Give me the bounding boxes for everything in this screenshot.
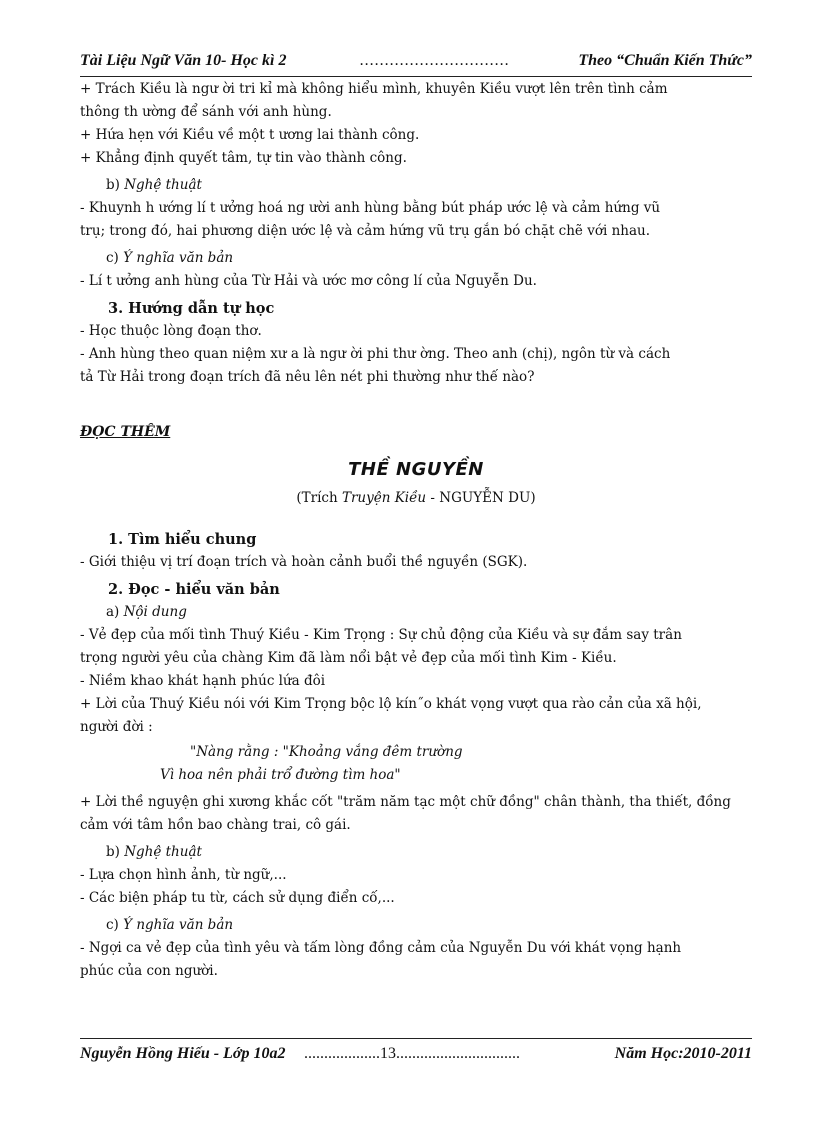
text-line: - Vẻ đẹp của mối tình Thuý Kiều - Kim Trọng : Sự chủ động của Kiều và sự đắm say trân	[80, 627, 682, 643]
text-line: - Lí t ưởng anh hùng của Từ Hải và ước mơ công lí của Nguyễn Du.	[80, 273, 537, 289]
page-title: THỀ NGUYỀN	[348, 459, 484, 480]
text-line: - Các biện pháp tu từ, cách sử dụng điển cố,...	[80, 890, 395, 906]
text-line: - Lựa chọn hình ảnh, từ ngữ,...	[80, 867, 287, 883]
text-line: trụ; trong đó, hai phương diện ước lệ và cảm hứng vũ trụ gắn bó chặt chẽ với nhau.	[80, 223, 650, 239]
page-number: ...................13...............................	[304, 1045, 520, 1062]
text-line: + Khẳng định quyết tâm, tự tin vào thành công.	[80, 150, 407, 166]
text-line: + Trách Kiều là ngư ời tri kỉ mà không hiểu mình, khuyên Kiều vượt lên trên tình cảm	[80, 81, 668, 97]
text-line: + Hứa hẹn với Kiều về một t ương lai thành công.	[80, 127, 420, 143]
header-title: Tài Liệu Ngữ Văn 10- Học kì 2	[80, 52, 287, 69]
section-heading: 1. Tìm hiểu chung	[108, 531, 257, 548]
text-line: - Khuynh h ướng lí t ưởng hoá ng ười anh hùng bằng bút pháp ước lệ và cảm hứng vũ	[80, 200, 661, 216]
text-line: - Niềm khao khát hạnh phúc lứa đôi	[80, 673, 326, 689]
text-line: + Lời thề nguyện ghi xương khắc cốt "trăm năm tạc một chữ đồng" chân thành, tha thiết, đồng	[80, 794, 731, 810]
footer-author: Nguyễn Hồng Hiếu - Lớp 10a2	[80, 1045, 286, 1062]
subsection-label: c) Ý nghĩa văn bản	[106, 250, 234, 266]
text-line: - Giới thiệu vị trí đoạn trích và hoàn cảnh buổi thề nguyền (SGK).	[80, 554, 528, 570]
page-header	[80, 50, 752, 77]
text-line: - Anh hùng theo quan niệm xư a là ngư ời phi thư ờng. Theo anh (chị), ngôn từ và cách	[80, 346, 671, 362]
header-source: Theo “Chuẩn Kiến Thức”	[578, 52, 752, 69]
subsection-label: c) Ý nghĩa văn bản	[106, 917, 234, 933]
text-line: - Ngợi ca vẻ đẹp của tình yêu và tấm lòng đồng cảm của Nguyễn Du với khát vọng hạnh	[80, 940, 682, 956]
text-line: thông th ường để sánh với anh hùng.	[80, 104, 332, 120]
footer-school-year: Năm Học:2010-2011	[614, 1045, 752, 1062]
subsection-label: a) Nội dung	[106, 604, 187, 620]
poem-quote-line: "Nàng rằng : "Khoảng vắng đêm trường	[190, 744, 463, 760]
page-subtitle: (Trích Truyện Kiều - NGUYỄN DU)	[296, 490, 536, 506]
header-dots: ..............................	[360, 52, 510, 69]
text-line: tả Từ Hải trong đoạn trích đã nêu lên nét phi thường như thế nào?	[80, 369, 535, 385]
page-footer	[80, 1038, 752, 1069]
text-line: cảm với tâm hồn bao chàng trai, cô gái.	[80, 817, 351, 833]
subsection-label: b) Nghệ thuật	[106, 844, 202, 860]
section-heading: 3. Hướng dẫn tự học	[108, 300, 275, 317]
text-line: - Học thuộc lòng đoạn thơ.	[80, 323, 262, 339]
subsection-label: b) Nghệ thuật	[106, 177, 202, 193]
text-line: phúc của con người.	[80, 963, 218, 979]
document-body	[80, 78, 752, 983]
text-line: trọng người yêu của chàng Kim đã làm nổi bật vẻ đẹp của mối tình Kim - Kiều.	[80, 650, 617, 666]
text-line: người đời :	[80, 719, 153, 735]
poem-quote-line: Vì hoa nên phải trổ đường tìm hoa"	[160, 767, 401, 783]
doc-them-heading: ĐỌC THÊM	[80, 424, 171, 440]
text-line: + Lời của Thuý Kiều nói với Kim Trọng bộc lộ kín˝o khát vọng vượt qua rào cản của xã hội,	[80, 696, 702, 712]
section-heading: 2. Đọc - hiểu văn bản	[108, 581, 280, 598]
